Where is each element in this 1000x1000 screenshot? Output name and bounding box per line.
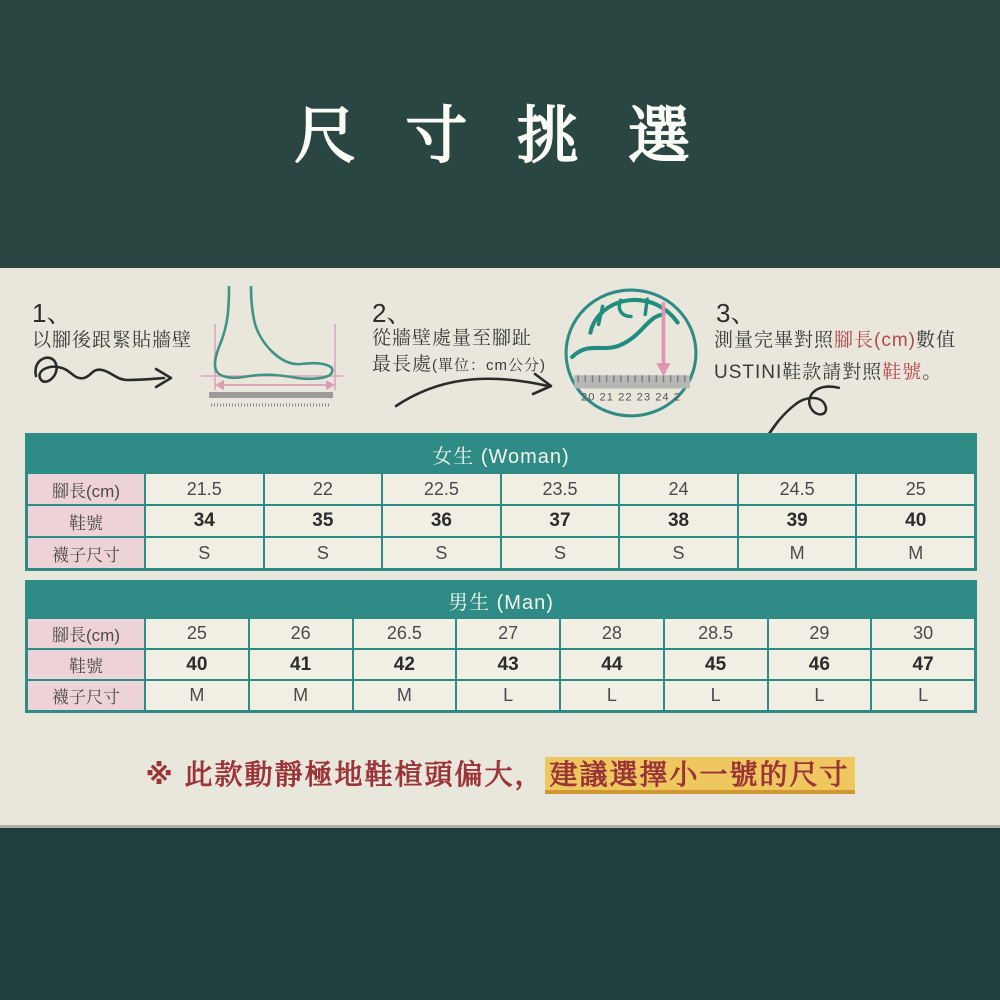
man-size-table: [25, 580, 977, 713]
step3-line2-pre: USTINI鞋款請對照: [714, 362, 883, 383]
table-cell: 43: [457, 650, 559, 679]
curved-arrow-icon: [390, 366, 565, 414]
step3-text-line1: [714, 325, 956, 352]
step2-line2-paren: (單位：cm公分): [432, 357, 547, 374]
step2-line2-main: 最長處: [372, 354, 433, 375]
table-cell: S: [265, 538, 382, 568]
table-cell: 35: [265, 506, 382, 536]
table-cell: 21.5: [146, 474, 263, 504]
table-cell: M: [354, 681, 456, 710]
row-label-shoe-size: 鞋號: [28, 650, 144, 679]
table-cell: 22.5: [383, 474, 500, 504]
woman-table-title: 女生 (Woman): [28, 436, 974, 472]
row-label-sock-size: 襪子尺寸: [28, 538, 144, 568]
bottom-banner: [0, 825, 1000, 1000]
note-text: ※ 此款動靜極地鞋楦頭偏大，: [145, 759, 545, 790]
table-cell: L: [872, 681, 974, 710]
table-cell: S: [383, 538, 500, 568]
step3-text-line2: [714, 357, 942, 384]
step3-number: 3、: [716, 298, 757, 328]
table-cell: 37: [502, 506, 619, 536]
table-cell: M: [857, 538, 974, 568]
table-cell: 30: [872, 619, 974, 648]
table-cell: 24.5: [739, 474, 856, 504]
row-label-sock-size: 襪子尺寸: [28, 681, 144, 710]
table-cell: L: [561, 681, 663, 710]
step3-line1-red: 腳長(cm): [834, 330, 916, 351]
magnifier-ruler-numbers: 20 21 22 23 24 2: [581, 391, 681, 404]
table-cell: 25: [857, 474, 974, 504]
step2-text-line1: 從牆壁處量至腳趾: [372, 328, 533, 349]
row-label-foot-length: 腳長(cm): [28, 474, 144, 504]
man-table-title: 男生 (Man): [28, 583, 974, 617]
table-cell: 22: [265, 474, 382, 504]
table-cell: S: [146, 538, 263, 568]
page-title: 尺 寸 挑 選: [294, 102, 706, 171]
row-label-foot-length: 腳長(cm): [28, 619, 144, 648]
step3-line2-red: 鞋號: [882, 362, 923, 383]
table-cell: 46: [769, 650, 871, 679]
step3-line1-pre: 測量完畢對照: [714, 330, 835, 351]
step3-line1-post: 數值: [916, 330, 957, 351]
woman-size-table: [25, 433, 977, 571]
step1-text: 以腳後跟緊貼牆壁: [32, 330, 193, 351]
table-cell: 26: [250, 619, 352, 648]
table-cell: 45: [665, 650, 767, 679]
table-cell: 47: [872, 650, 974, 679]
table-cell: 38: [620, 506, 737, 536]
table-cell: L: [665, 681, 767, 710]
table-cell: M: [250, 681, 352, 710]
table-cell: S: [502, 538, 619, 568]
sizing-note: [0, 753, 1000, 793]
top-banner: [0, 0, 1000, 268]
foot-measure-illustration: [195, 286, 345, 414]
table-cell: 39: [739, 506, 856, 536]
table-cell: 44: [561, 650, 663, 679]
magnifier-ruler-illustration: [562, 286, 700, 424]
table-cell: 42: [354, 650, 456, 679]
step1-number: 1、: [32, 298, 73, 328]
table-cell: S: [620, 538, 737, 568]
step2-number: 2、: [372, 298, 413, 328]
table-cell: 27: [457, 619, 559, 648]
table-cell: 40: [146, 650, 248, 679]
table-cell: 40: [857, 506, 974, 536]
table-cell: M: [739, 538, 856, 568]
table-cell: 23.5: [502, 474, 619, 504]
table-cell: L: [457, 681, 559, 710]
step3-line2-post: 。: [922, 362, 943, 383]
table-cell: 28: [561, 619, 663, 648]
table-cell: 34: [146, 506, 263, 536]
table-cell: 26.5: [354, 619, 456, 648]
table-cell: 29: [769, 619, 871, 648]
note-highlight: 建議選擇小一號的尺寸: [545, 757, 855, 794]
squiggle-arrow-icon: [30, 350, 195, 405]
table-cell: M: [146, 681, 248, 710]
row-label-shoe-size: 鞋號: [28, 506, 144, 536]
pink-down-arrow: [656, 363, 670, 376]
table-cell: 25: [146, 619, 248, 648]
table-cell: 28.5: [665, 619, 767, 648]
table-cell: 36: [383, 506, 500, 536]
table-cell: 41: [250, 650, 352, 679]
table-cell: L: [769, 681, 871, 710]
table-cell: 24: [620, 474, 737, 504]
